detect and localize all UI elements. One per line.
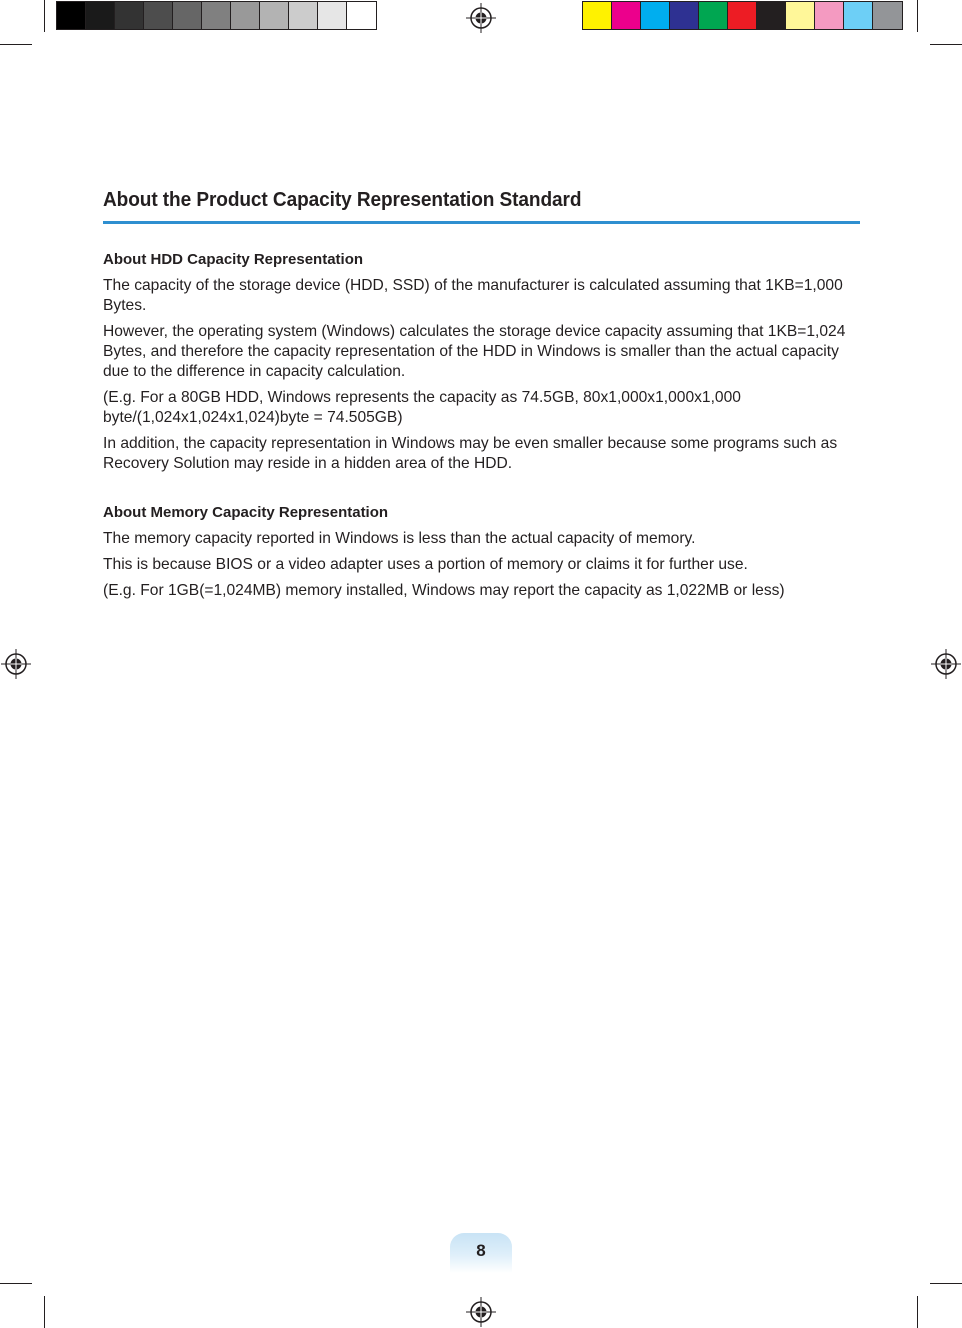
crop-mark [44,0,45,32]
color-swatch [757,2,786,29]
color-swatch [115,2,144,29]
color-swatch [86,2,115,29]
document-body [103,186,860,601]
registration-mark-icon [466,1297,496,1327]
color-swatch [786,2,815,29]
color-swatch [202,2,231,29]
color-swatch [873,2,902,29]
color-swatch [260,2,289,29]
color-swatch [231,2,260,29]
crop-mark [930,44,962,45]
crop-mark [917,1296,918,1328]
color-swatch [144,2,173,29]
color-swatch [670,2,699,29]
section-heading-memory: About Memory Capacity Representation [103,504,389,521]
color-swatch [699,2,728,29]
color-swatch [583,2,612,29]
title-underline [103,221,860,224]
registration-mark-icon [931,649,961,679]
color-swatch [57,2,86,29]
paragraph: In addition, the capacity representation in Windows may be even smaller because some programs such as Recovery Solution may reside in a hidden area of the HDD. [103,435,838,472]
crop-mark [917,0,918,32]
paragraph: The capacity of the storage device (HDD, SSD) of the manufacturer is calculated assuming that 1KB=1,000 Bytes. [103,277,843,314]
color-swatch [289,2,318,29]
crop-mark [930,1283,962,1284]
process-color-bar [582,1,903,30]
paragraph: This is because BIOS or a video adapter uses a portion of memory or claims it for further use. [103,556,748,573]
crop-mark [0,1283,32,1284]
page-number: 8 [450,1233,512,1273]
grayscale-color-bar [56,1,377,30]
paragraph: However, the operating system (Windows) calculates the storage device capacity assuming that 1KB=1,024 Bytes, and therefore the capacity representation of the HDD in Windows is smaller than the actual capacity due to the difference in capacity calculation. [103,323,846,380]
color-swatch [612,2,641,29]
color-swatch [347,2,376,29]
color-swatch [641,2,670,29]
color-swatch [728,2,757,29]
page-title: About the Product Capacity Representation Standard [103,188,582,211]
registration-mark-icon [466,3,496,33]
section-heading-hdd: About HDD Capacity Representation [103,251,364,268]
color-swatch [173,2,202,29]
paragraph: The memory capacity reported in Windows is less than the actual capacity of memory. [103,530,696,547]
color-swatch [844,2,873,29]
crop-mark [44,1296,45,1328]
crop-mark [0,44,32,45]
paragraph: (E.g. For 1GB(=1,024MB) memory installed, Windows may report the capacity as 1,022MB or less) [103,582,785,599]
color-swatch [318,2,347,29]
registration-mark-icon [1,649,31,679]
paragraph: (E.g. For a 80GB HDD, Windows represents the capacity as 74.5GB, 80x1,000x1,000x1,000 byte/(1,024x1,024x1,024)byte = 74.505GB) [103,389,741,426]
color-swatch [815,2,844,29]
